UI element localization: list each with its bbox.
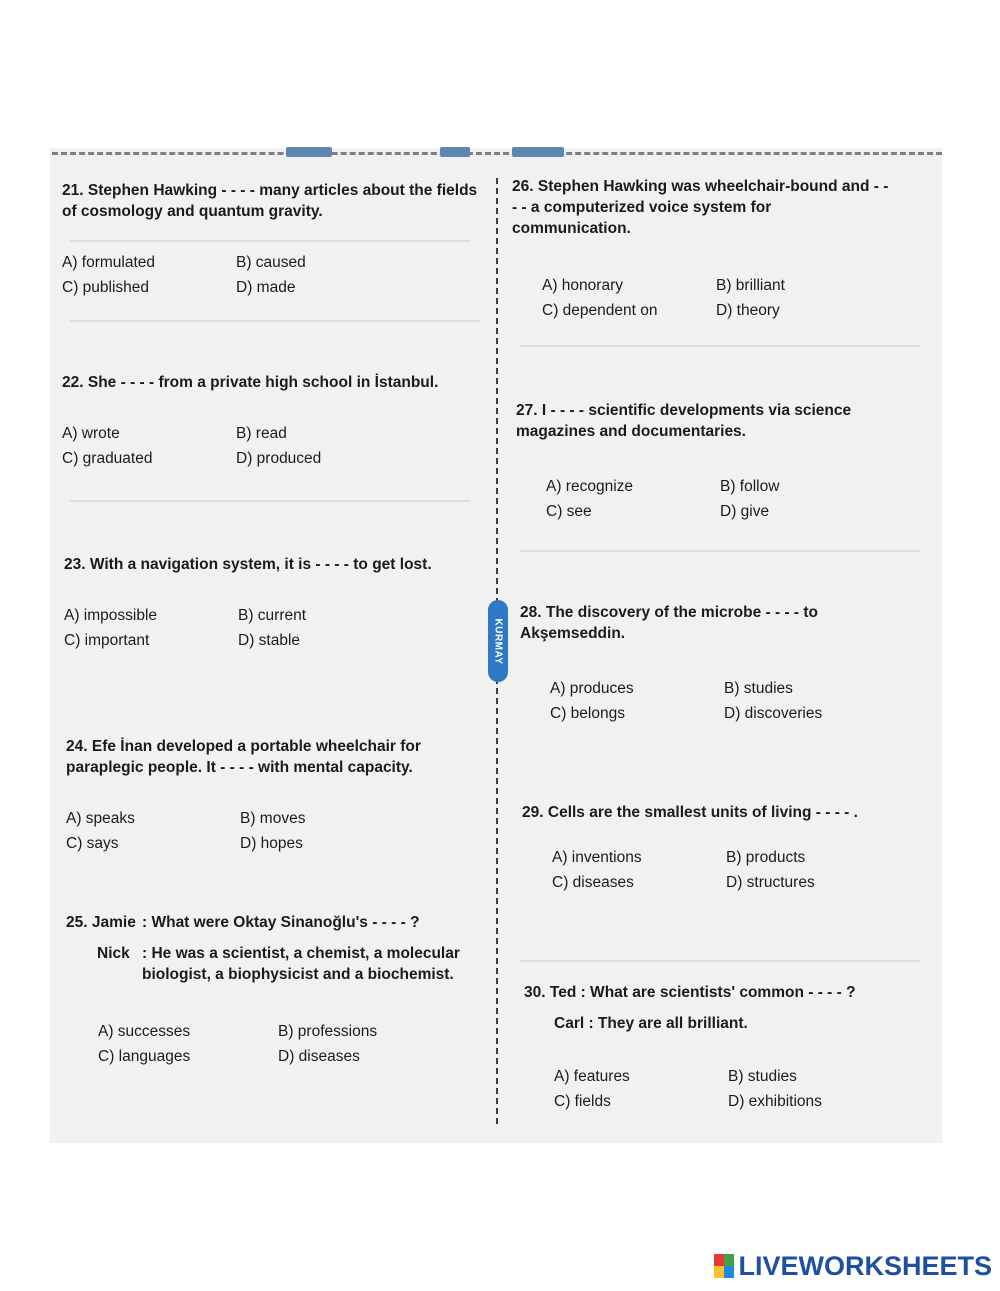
answer-options [64, 605, 484, 651]
option-d[interactable]: D) made [236, 279, 296, 296]
dialogue [66, 912, 486, 985]
question-21 [62, 180, 482, 298]
question-number: 29. [522, 804, 544, 821]
question-25 [66, 912, 486, 1067]
question-stem [520, 602, 900, 644]
option-b[interactable]: B) read [236, 425, 287, 442]
option-b[interactable]: B) professions [278, 1023, 378, 1040]
option-a[interactable]: A) wrote [62, 425, 120, 442]
option-d[interactable]: D) diseases [278, 1048, 360, 1065]
answer-options [520, 678, 900, 724]
question-text: Efe İnan developed a portable wheelchair for paraplegic people. It - - - - with mental capacity. [66, 738, 421, 776]
question-stem [66, 736, 486, 778]
option-b[interactable]: B) products [726, 849, 806, 866]
question-stem [512, 176, 892, 239]
option-c[interactable]: C) see [546, 503, 592, 520]
option-b[interactable]: B) moves [240, 810, 306, 827]
question-24 [66, 736, 486, 854]
question-text: Cells are the smallest units of living - - - - . [547, 804, 858, 821]
option-b[interactable]: B) follow [720, 478, 780, 495]
question-28 [520, 602, 900, 724]
speaker-2-line: Carl : They are all brilliant. [554, 1015, 748, 1032]
option-b[interactable]: B) brilliant [716, 277, 785, 294]
question-23 [64, 554, 484, 651]
speaker-1-line: : What were Oktay Sinanoğlu's - - - - ? [142, 914, 420, 931]
option-a[interactable]: A) formulated [62, 254, 156, 271]
option-b[interactable]: B) studies [728, 1068, 797, 1085]
question-number: 23. [64, 556, 86, 573]
option-c[interactable]: C) important [64, 632, 150, 649]
question-text: The discovery of the microbe - - - - to Akşemseddin. [520, 604, 819, 642]
answer-options [516, 476, 896, 522]
speaker-2: Nick [97, 945, 130, 962]
logo-blocks-icon [714, 1254, 734, 1278]
option-b[interactable]: B) studies [724, 680, 793, 697]
option-d[interactable]: D) theory [716, 302, 780, 319]
answer-options [524, 1066, 904, 1112]
option-d[interactable]: D) structures [726, 874, 815, 891]
option-a[interactable]: A) inventions [552, 849, 642, 866]
question-stem [516, 400, 896, 442]
option-a[interactable]: A) features [554, 1068, 630, 1085]
question-26 [512, 176, 892, 321]
option-c[interactable]: C) belongs [550, 705, 625, 722]
option-d[interactable]: D) produced [236, 450, 322, 467]
option-c[interactable]: C) languages [98, 1048, 191, 1065]
option-b[interactable]: B) current [238, 607, 307, 624]
bleed-through-line [520, 345, 920, 347]
liveworksheets-logo[interactable] [714, 1251, 992, 1281]
question-stem [62, 372, 482, 393]
option-d[interactable]: D) hopes [240, 835, 303, 852]
answer-options [66, 1021, 486, 1067]
bleed-through-line [70, 500, 470, 502]
option-c[interactable]: C) diseases [552, 874, 634, 891]
speaker-1-line: 30. Ted : What are scientists' common - - - - ? [524, 984, 856, 1001]
option-a[interactable]: A) honorary [542, 277, 623, 294]
question-stem [62, 180, 482, 222]
question-text: I - - - - scientific developments via science magazines and documentaries. [516, 402, 852, 440]
question-stem [522, 802, 902, 823]
answer-options [62, 252, 482, 298]
speaker-2-line: : He was a scientist, a chemist, a molecular biologist, a biophysicist and a biochemist. [142, 945, 460, 983]
question-29 [522, 802, 902, 893]
question-27 [516, 400, 896, 522]
option-d[interactable]: D) stable [238, 632, 301, 649]
speaker-2: Carl [554, 1015, 585, 1032]
option-c[interactable]: C) fields [554, 1093, 611, 1110]
question-text: Stephen Hawking was wheelchair-bound and - - - - a computerized voice system for communication. [512, 178, 889, 237]
answer-options [522, 847, 902, 893]
option-c[interactable]: C) graduated [62, 450, 153, 467]
question-text: She - - - - from a private high school in İstanbul. [87, 374, 439, 391]
publisher-badge [488, 600, 508, 682]
question-text: With a navigation system, it is - - - - to get lost. [89, 556, 432, 573]
question-text: Stephen Hawking - - - - many articles about the fields of cosmology and quantum gravity. [62, 182, 478, 220]
option-d[interactable]: D) exhibitions [728, 1093, 822, 1110]
question-22 [62, 372, 482, 469]
bleed-through-line [520, 550, 920, 552]
border-accent [440, 147, 470, 157]
option-a[interactable]: A) produces [550, 680, 634, 697]
question-number: 22. [62, 374, 84, 391]
option-a[interactable]: A) speaks [66, 810, 135, 827]
bleed-through-line [70, 320, 480, 322]
question-number: 21. [62, 182, 84, 199]
option-c[interactable]: C) published [62, 279, 150, 296]
option-a[interactable]: A) recognize [546, 478, 634, 495]
question-stem [64, 554, 484, 575]
option-c[interactable]: C) says [66, 835, 119, 852]
question-number: 27. [516, 402, 538, 419]
answer-options [512, 275, 892, 321]
publisher-badge-text: KURMAY [492, 618, 504, 664]
dialogue [524, 982, 904, 1034]
option-a[interactable]: A) impossible [64, 607, 158, 624]
border-accent [286, 147, 332, 157]
option-a[interactable]: A) successes [98, 1023, 191, 1040]
answer-options [66, 808, 486, 854]
border-accent [512, 147, 564, 157]
logo-text: LIVEWORKSHEETS [738, 1250, 992, 1281]
option-d[interactable]: D) discoveries [724, 705, 823, 722]
question-number: 26. [512, 178, 534, 195]
question-number: 24. [66, 738, 88, 755]
top-dashed-border [52, 152, 942, 155]
question-number: 28. [520, 604, 542, 621]
option-d[interactable]: D) give [720, 503, 770, 520]
option-b[interactable]: B) caused [236, 254, 306, 271]
question-30 [524, 982, 904, 1112]
speaker-1: 25. Jamie [66, 914, 136, 931]
speaker-1: Ted [549, 984, 577, 1001]
bleed-through-line [520, 960, 920, 962]
option-c[interactable]: C) dependent on [542, 302, 658, 319]
answer-options [62, 423, 482, 469]
